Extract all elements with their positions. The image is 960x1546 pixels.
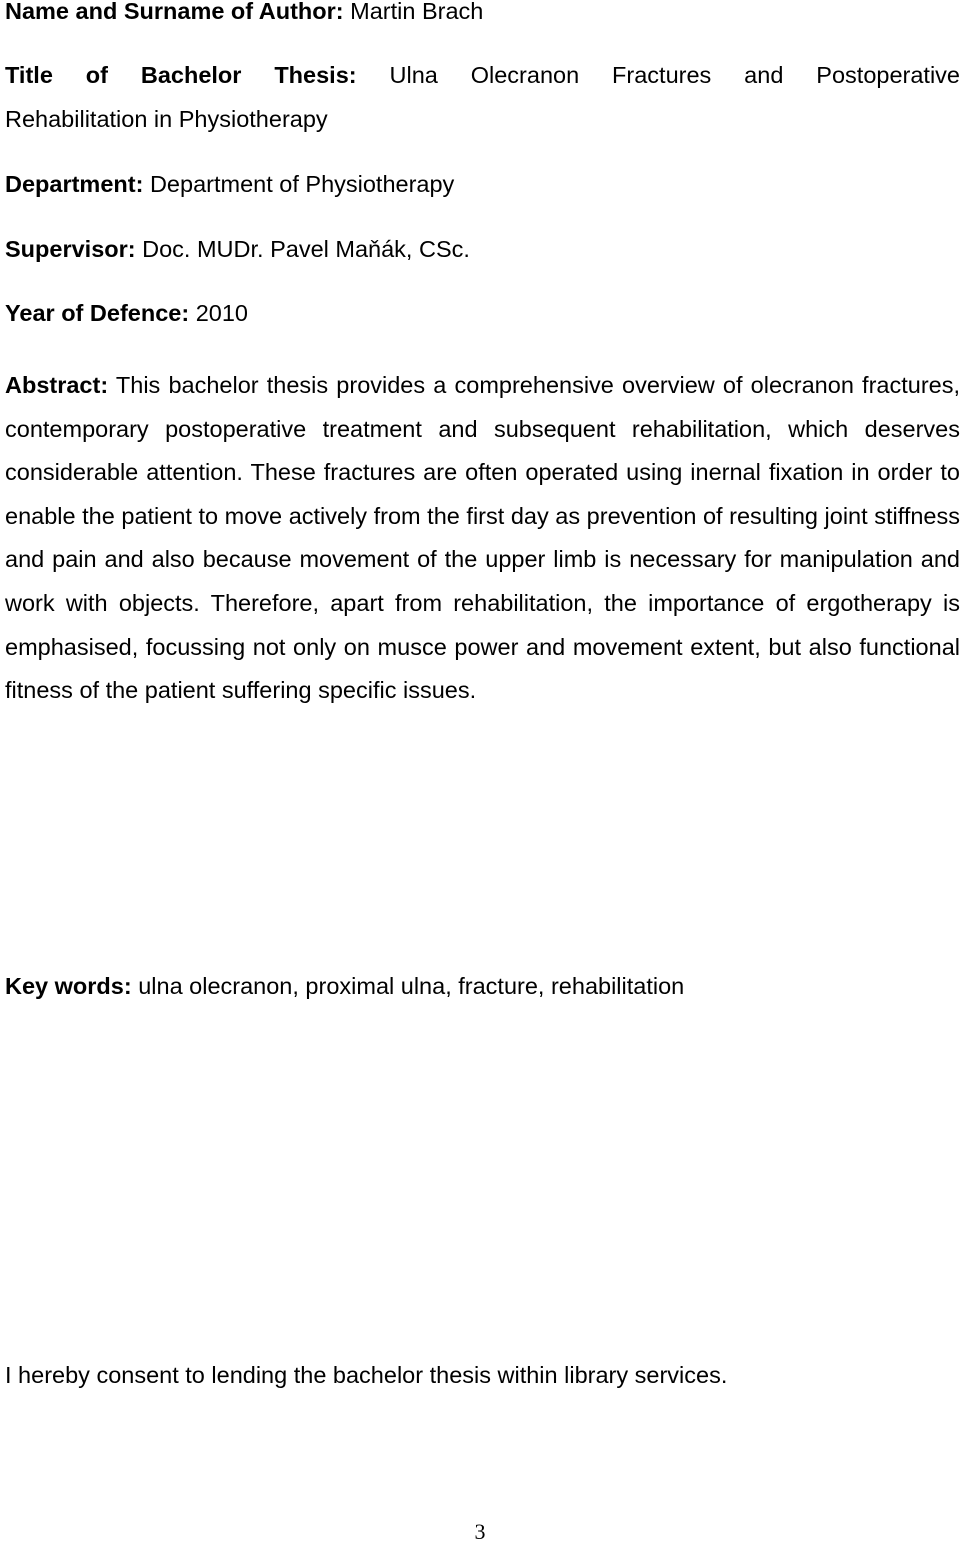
thesis-title-value-line1: Ulna Olecranon Fractures and Postoperative [390,62,960,88]
thesis-title-field [5,61,960,89]
keywords-field [5,972,684,1000]
department-value: Department of Physiotherapy [150,171,454,197]
page-number: 3 [0,1518,960,1546]
author-field [5,0,483,25]
year-label: Year of Defence: [5,300,189,326]
author-label: Name and Surname of Author: [5,0,344,24]
thesis-title-label: Title of Bachelor Thesis: [5,62,357,88]
abstract-label: Abstract: [5,372,108,398]
thesis-title-value-line2: Rehabilitation in Physiotherapy [5,106,328,132]
library-consent-statement: I hereby consent to lending the bachelor thesis within library services. [5,1361,727,1389]
keywords-label: Key words: [5,973,132,999]
department-label: Department: [5,171,143,197]
keywords-value: ulna olecranon, proximal ulna, fracture, rehabilitation [138,973,684,999]
supervisor-field [5,235,470,263]
supervisor-value: Doc. MUDr. Pavel Maňák, CSc. [142,236,470,262]
department-field [5,170,454,198]
supervisor-label: Supervisor: [5,236,136,262]
year-of-defence-field [5,299,248,327]
thesis-title-continuation [5,105,328,133]
year-value: 2010 [196,300,248,326]
abstract-paragraph [5,364,960,713]
abstract-text: This bachelor thesis provides a comprehensive overview of olecranon fractures, contemporary postoperative treatment and subsequent rehabilitation, which deserves considerable attention. These fractures are often operated using inernal fixation in order to enable the patient to move actively from the first day as prevention of resulting joint stiffness and pain and also because movement of the upper limb is necessary for manipulation and work with objects. Therefore, apart from rehabilitation, the importance of ergotherapy is emphasised, focussing not only on musce power and movement extent, but also functional fitness of the patient suffering specific issues. [5,372,960,703]
author-value: Martin Brach [350,0,483,24]
